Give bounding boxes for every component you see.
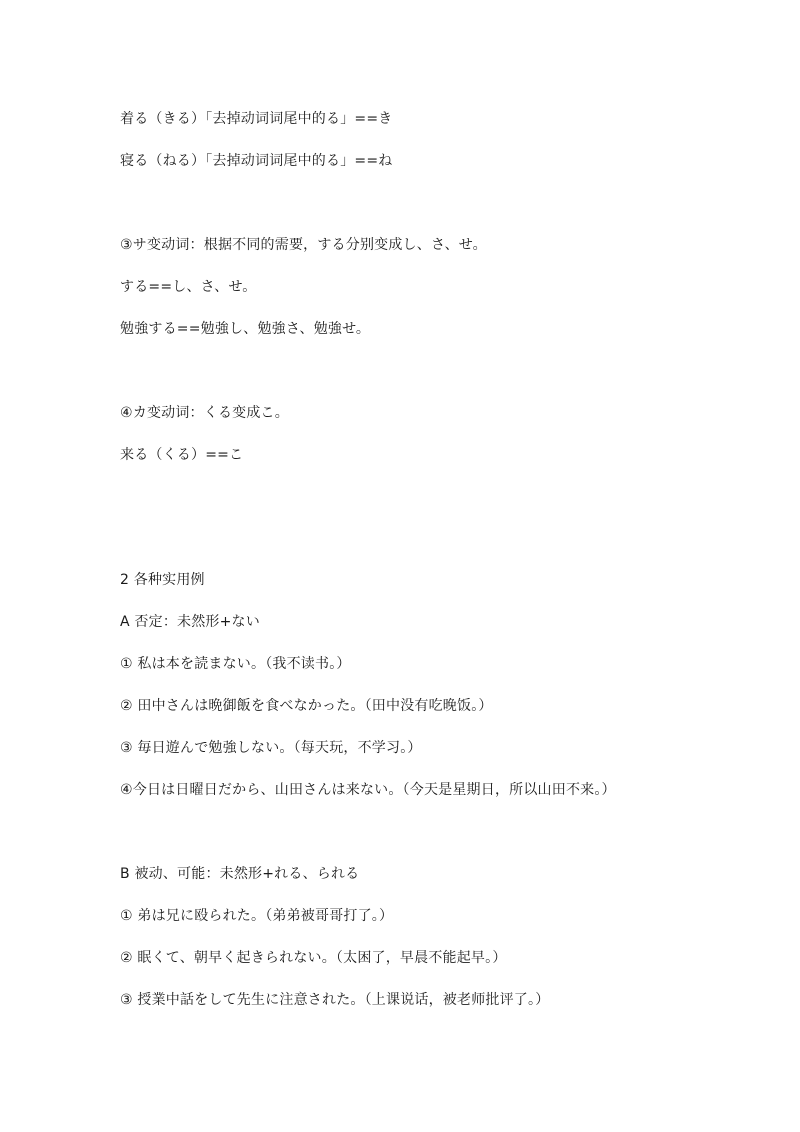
text-line-sa-verb-heading: ③サ变动词：根据不同的需要，する分别变成し、さ、せ。 (120, 237, 487, 253)
subsection-heading-passive: B 被动、可能：未然形+れる、られる (120, 866, 360, 882)
text-line-neru: 寝る（ねる）「去掉动词词尾中的る」==ね (120, 153, 393, 169)
subsection-heading-negation: A 否定：未然形+ない (120, 614, 260, 630)
text-line-kuru: 来る（くる）==こ (120, 447, 244, 463)
text-line-ka-verb-heading: ④カ变动词：くる变成こ。 (120, 405, 289, 421)
example-negation-4: ④今日は日曜日だから、山田さんは来ない。（今天是星期日，所以山田不来。） (120, 782, 616, 798)
section-heading-examples: 2 各种实用例 (120, 572, 205, 588)
example-passive-3: ③ 授業中話をして先生に注意された。（上课说话，被老师批评了。） (120, 992, 550, 1008)
example-passive-2: ② 眠くて、朝早く起きられない。（太困了，早晨不能起早。） (120, 950, 507, 966)
example-negation-3: ③ 毎日遊んで勉強しない。（每天玩，不学习。） (120, 740, 422, 756)
example-negation-1: ① 私は本を読まない。（我不读书。） (120, 656, 351, 672)
example-passive-1: ① 弟は兄に殴られた。（弟弟被哥哥打了。） (120, 908, 394, 924)
text-line-kiru: 着る（きる）「去掉动词词尾中的る」==き (120, 111, 393, 127)
text-line-suru: する==し、さ、せ。 (120, 279, 257, 295)
example-negation-2: ② 田中さんは晩御飯を食べなかった。（田中没有吃晚饭。） (120, 698, 493, 714)
text-line-benkyou-suru: 勉強する==勉強し、勉強さ、勉強せ。 (120, 321, 371, 337)
